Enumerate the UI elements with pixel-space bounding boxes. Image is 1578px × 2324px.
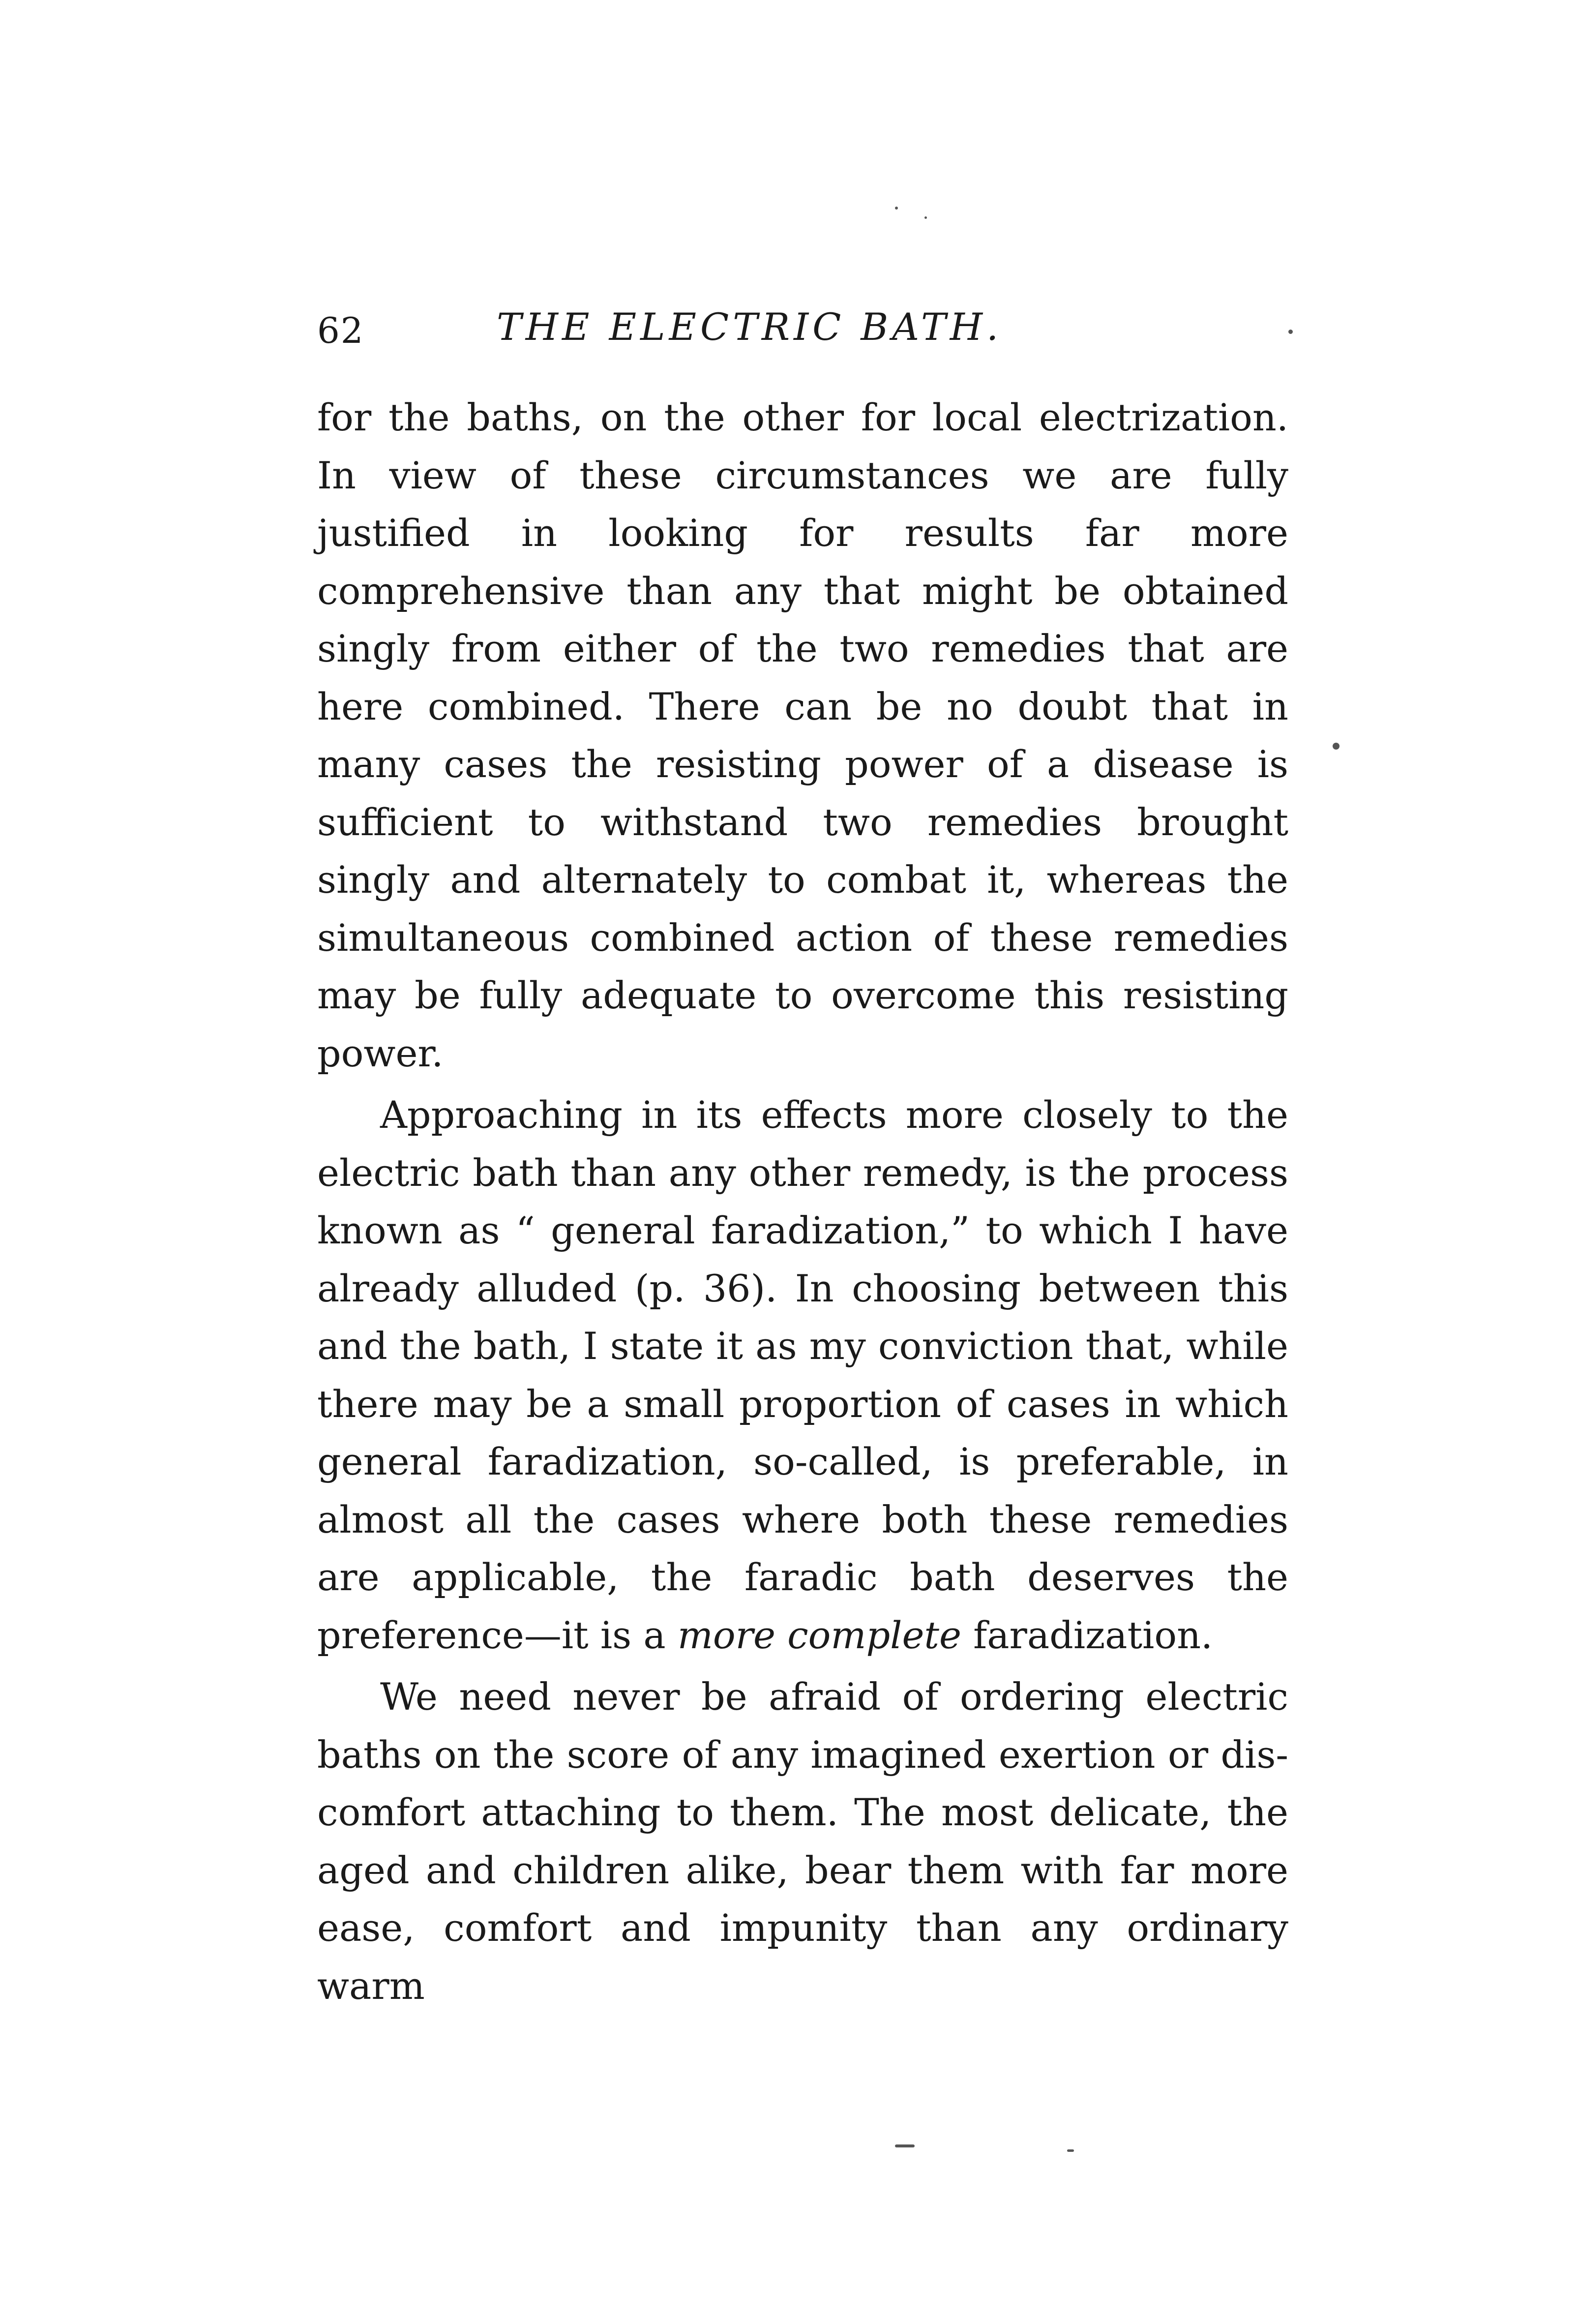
scan-speck: [1288, 330, 1293, 334]
paragraph-text-before: Approaching in its effects more closely to the electric bath than any other remedy, is the process known as “ general faradization,” to which I have already alluded (p. 36). In choosing between this and the bath, I state it as my conviction that, while there may be a small proportion of cases in which general faradization, so-called, is preferable, in almost all the cases where both these remedies are applicable, the faradic bath deserves the preference—it is a: [317, 1093, 1288, 1657]
scan-speck: [895, 2144, 915, 2147]
paragraph-faradization: [317, 1086, 1288, 1664]
paragraph-baths: We need never be afraid of ordering electric baths on the score of any imagined exertion or dis-comfort attaching to them. The most delicate, the aged and children alike, bear them with far more ease, comfort and impunity than any ordinary warm: [317, 1675, 1288, 2008]
page-header: [317, 305, 1288, 359]
scan-speck: [895, 207, 898, 210]
scan-speck: [1067, 2149, 1074, 2152]
body-text: [317, 389, 1288, 2015]
paragraph-text-after: faradization.: [961, 1613, 1213, 1657]
running-title: THE ELECTRIC BATH.: [497, 305, 1003, 349]
scan-speck: [924, 216, 927, 219]
emphasis-more-complete: more complete: [677, 1613, 961, 1657]
page-number: 62: [317, 310, 364, 351]
scan-speck: [1333, 743, 1340, 750]
paragraph-continued: for the baths, on the other for local electrization. In view of these circumstances we are fully justified in looking for results far more comprehensive than any that might be obtained singly from either of the two remedies that are here combined. There can be no doubt that in many cases the resisting power of a disease is sufficient to withstand two remedies brought singly and alternately to combat it, whereas the simultaneous combined action of these remedies may be fully adequate to overcome this resisting power.: [317, 395, 1288, 1075]
